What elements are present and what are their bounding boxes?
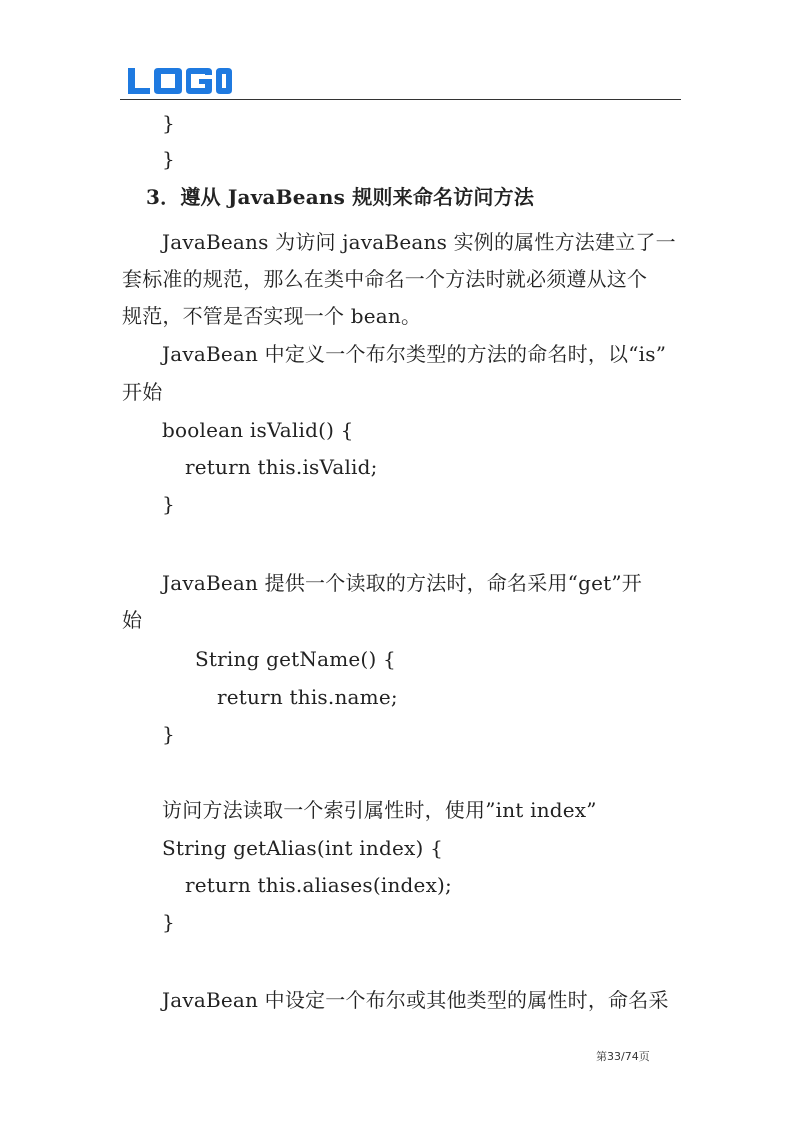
code-line: return this.aliases(index); — [185, 873, 452, 897]
code-line: return this.isValid; — [185, 455, 378, 479]
paragraph-line: JavaBean 提供一个读取的方法时，命名采用“get”开 — [162, 571, 642, 595]
code-line: String getName() { — [195, 647, 396, 671]
paragraph-line: 套标准的规范，那么在类中命名一个方法时就必须遵从这个 — [122, 267, 648, 291]
code-brace: } — [162, 111, 175, 135]
code-line: boolean isValid() { — [162, 418, 354, 442]
paragraph-line: JavaBean 中定义一个布尔类型的方法的命名时，以“is” — [162, 342, 667, 366]
paragraph-line: JavaBeans 为访问 javaBeans 实例的属性方法建立了一 — [162, 230, 676, 254]
code-line: return this.name; — [217, 685, 398, 709]
code-line: String getAlias(int index) { — [162, 836, 443, 860]
code-brace: } — [162, 722, 175, 746]
paragraph-line: 始 — [122, 608, 143, 632]
section-heading: 3．遵从 JavaBeans 规则来命名访问方法 — [146, 185, 535, 209]
paragraph-line: 规范，不管是否实现一个 bean。 — [122, 304, 422, 328]
paragraph-line: 开始 — [122, 380, 163, 404]
code-brace: } — [162, 147, 175, 171]
logo-mark — [126, 64, 234, 96]
logo — [126, 60, 234, 100]
header-divider — [120, 99, 681, 100]
paragraph-line: 访问方法读取一个索引属性时，使用”int index” — [162, 798, 597, 822]
code-brace: } — [162, 492, 175, 516]
code-brace: } — [162, 910, 175, 934]
page-number: 第33/74页 — [596, 1050, 650, 1063]
paragraph-line: JavaBean 中设定一个布尔或其他类型的属性时，命名采 — [162, 988, 669, 1012]
